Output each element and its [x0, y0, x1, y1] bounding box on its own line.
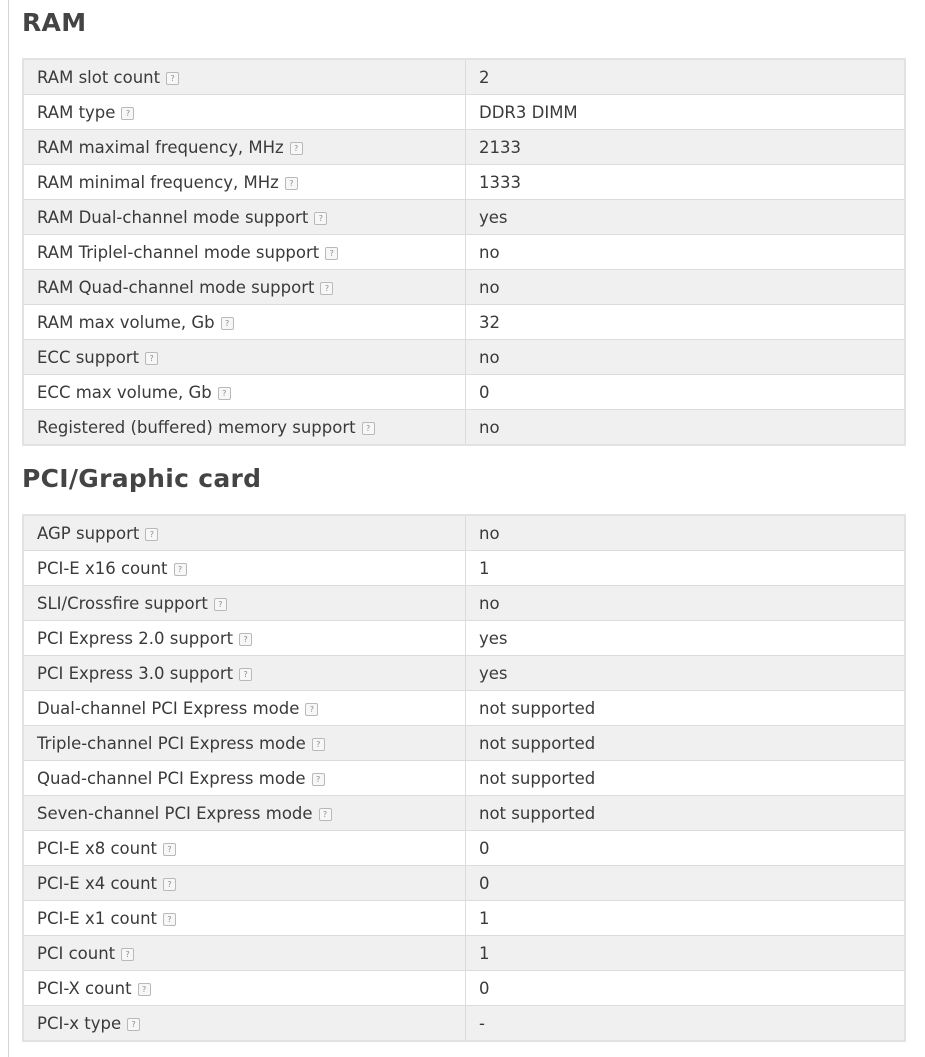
- help-icon[interactable]: ?: [163, 913, 176, 926]
- spec-label-cell: [23, 410, 466, 446]
- help-icon[interactable]: ?: [319, 808, 332, 821]
- spec-label-cell: [23, 130, 466, 165]
- section-title-ram: RAM: [22, 8, 87, 37]
- spec-label: PCI count: [37, 943, 116, 963]
- spec-row: [23, 340, 905, 375]
- spec-row: [23, 691, 905, 726]
- help-icon[interactable]: ?: [285, 177, 298, 190]
- spec-value: 0: [466, 831, 906, 866]
- help-icon[interactable]: ?: [163, 878, 176, 891]
- help-icon[interactable]: ?: [145, 528, 158, 541]
- spec-label-cell: [23, 305, 466, 340]
- spec-value: not supported: [466, 691, 906, 726]
- spec-row: [23, 95, 905, 130]
- help-icon[interactable]: ?: [121, 948, 134, 961]
- help-icon[interactable]: ?: [127, 1018, 140, 1031]
- spec-row: [23, 410, 905, 446]
- spec-value: 1: [466, 901, 906, 936]
- spec-label: RAM type: [37, 102, 116, 122]
- spec-label-cell: [23, 901, 466, 936]
- spec-value: -: [466, 1006, 906, 1042]
- spec-value: yes: [466, 656, 906, 691]
- spec-row: [23, 586, 905, 621]
- help-icon[interactable]: ?: [145, 352, 158, 365]
- spec-label-cell: [23, 831, 466, 866]
- spec-value: not supported: [466, 796, 906, 831]
- spec-row: [23, 305, 905, 340]
- spec-label-cell: [23, 936, 466, 971]
- spec-label: SLI/Crossfire support: [37, 593, 208, 613]
- spec-label-cell: [23, 796, 466, 831]
- spec-row: [23, 936, 905, 971]
- spec-row: [23, 901, 905, 936]
- spec-label: ECC support: [37, 347, 140, 367]
- spec-row: [23, 270, 905, 305]
- spec-label: AGP support: [37, 523, 140, 543]
- spec-label: PCI-E x16 count: [37, 558, 168, 578]
- spec-row: [23, 515, 905, 551]
- spec-label-cell: [23, 375, 466, 410]
- spec-value: 0: [466, 866, 906, 901]
- help-icon[interactable]: ?: [166, 72, 179, 85]
- spec-label: RAM Quad-channel mode support: [37, 277, 315, 297]
- help-icon[interactable]: ?: [239, 668, 252, 681]
- spec-label-cell: [23, 1006, 466, 1042]
- help-icon[interactable]: ?: [312, 738, 325, 751]
- spec-label-cell: [23, 761, 466, 796]
- spec-row: [23, 621, 905, 656]
- spec-value: no: [466, 586, 906, 621]
- help-icon[interactable]: ?: [314, 212, 327, 225]
- spec-label: ECC max volume, Gb: [37, 382, 212, 402]
- help-icon[interactable]: ?: [121, 107, 134, 120]
- spec-label-cell: [23, 235, 466, 270]
- ram-spec-table: [22, 58, 906, 446]
- spec-label: PCI-x type: [37, 1013, 122, 1033]
- spec-value: 1: [466, 936, 906, 971]
- spec-row: [23, 761, 905, 796]
- spec-value: 32: [466, 305, 906, 340]
- help-icon[interactable]: ?: [290, 142, 303, 155]
- spec-label-cell: [23, 726, 466, 761]
- spec-label-cell: [23, 165, 466, 200]
- help-icon[interactable]: ?: [218, 387, 231, 400]
- spec-label-cell: [23, 656, 466, 691]
- spec-label-cell: [23, 270, 466, 305]
- section-title-pci-graphic-card: PCI/Graphic card: [22, 464, 262, 493]
- help-icon[interactable]: ?: [320, 282, 333, 295]
- spec-label: Registered (buffered) memory support: [37, 417, 356, 437]
- spec-value: not supported: [466, 761, 906, 796]
- spec-label: PCI Express 2.0 support: [37, 628, 234, 648]
- spec-value: no: [466, 270, 906, 305]
- spec-value: DDR3 DIMM: [466, 95, 906, 130]
- spec-value: 2133: [466, 130, 906, 165]
- spec-value: 1333: [466, 165, 906, 200]
- spec-row: [23, 59, 905, 95]
- spec-label: RAM slot count: [37, 67, 161, 87]
- spec-row: [23, 656, 905, 691]
- spec-label-cell: [23, 866, 466, 901]
- spec-label: PCI-E x4 count: [37, 873, 158, 893]
- help-icon[interactable]: ?: [174, 563, 187, 576]
- spec-value: no: [466, 340, 906, 375]
- pci-graphic-card-spec-table: [22, 514, 906, 1042]
- spec-label: Triple-channel PCI Express mode: [37, 733, 306, 753]
- spec-label: PCI-E x8 count: [37, 838, 158, 858]
- spec-label: RAM Dual-channel mode support: [37, 207, 309, 227]
- spec-label: Quad-channel PCI Express mode: [37, 768, 306, 788]
- spec-label-cell: [23, 691, 466, 726]
- spec-value: not supported: [466, 726, 906, 761]
- spec-row: [23, 831, 905, 866]
- spec-value: 2: [466, 59, 906, 95]
- spec-label: RAM minimal frequency, MHz: [37, 172, 279, 192]
- help-icon[interactable]: ?: [325, 247, 338, 260]
- spec-label: PCI-E x1 count: [37, 908, 158, 928]
- spec-value: 1: [466, 551, 906, 586]
- spec-row: [23, 130, 905, 165]
- spec-label-cell: [23, 551, 466, 586]
- help-icon[interactable]: ?: [239, 633, 252, 646]
- help-icon[interactable]: ?: [312, 773, 325, 786]
- spec-row: [23, 971, 905, 1006]
- help-icon[interactable]: ?: [163, 843, 176, 856]
- spec-row: [23, 726, 905, 761]
- spec-label-cell: [23, 621, 466, 656]
- spec-label-cell: [23, 971, 466, 1006]
- page-left-border: [8, 0, 9, 1057]
- spec-label: PCI-X count: [37, 978, 132, 998]
- spec-row: [23, 866, 905, 901]
- spec-row: [23, 165, 905, 200]
- spec-label-cell: [23, 95, 466, 130]
- spec-value: yes: [466, 200, 906, 235]
- spec-row: [23, 375, 905, 410]
- help-icon[interactable]: ?: [214, 598, 227, 611]
- spec-value: yes: [466, 621, 906, 656]
- spec-value: no: [466, 410, 906, 446]
- help-icon[interactable]: ?: [305, 703, 318, 716]
- help-icon[interactable]: ?: [138, 983, 151, 996]
- spec-label: Seven-channel PCI Express mode: [37, 803, 313, 823]
- spec-row: [23, 235, 905, 270]
- spec-row: [23, 796, 905, 831]
- spec-value: no: [466, 235, 906, 270]
- spec-label: RAM maximal frequency, MHz: [37, 137, 284, 157]
- spec-value: 0: [466, 375, 906, 410]
- spec-value: no: [466, 515, 906, 551]
- spec-label-cell: [23, 200, 466, 235]
- spec-label: RAM Triplel-channel mode support: [37, 242, 320, 262]
- spec-label: Dual-channel PCI Express mode: [37, 698, 300, 718]
- help-icon[interactable]: ?: [221, 317, 234, 330]
- spec-label-cell: [23, 515, 466, 551]
- spec-row: [23, 551, 905, 586]
- spec-row: [23, 200, 905, 235]
- spec-label-cell: [23, 59, 466, 95]
- spec-label: RAM max volume, Gb: [37, 312, 215, 332]
- spec-value: 0: [466, 971, 906, 1006]
- help-icon[interactable]: ?: [362, 422, 375, 435]
- spec-label: PCI Express 3.0 support: [37, 663, 234, 683]
- spec-label-cell: [23, 586, 466, 621]
- spec-label-cell: [23, 340, 466, 375]
- spec-row: [23, 1006, 905, 1042]
